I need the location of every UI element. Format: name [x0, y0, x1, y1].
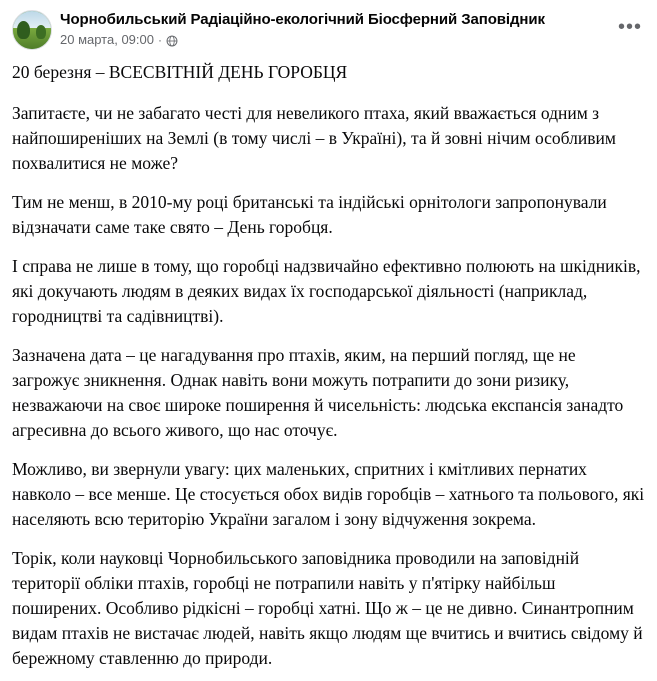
post-options-button[interactable]: •••	[617, 16, 642, 38]
post-paragraph: І справа не лише в тому, що горобці надзвичайно ефективно полюють на шкідників, які докучають людям в деяких видах їх господарської діяльності (наприклад, городництві та садівництві).	[12, 256, 641, 326]
post-paragraph-title: 20 березня – ВСЕСВІТНІЙ ДЕНЬ ГОРОБЦЯ	[12, 62, 348, 82]
post-paragraph: Можливо, ви звернули увагу: цих маленьких, спритних і кмітливих пернатих навколо – все менше. Це стосується обох видів горобців – хатнього та польового, які населяють всю територію України загалом і зону відчуження зокрема.	[12, 459, 645, 529]
post-paragraph: Тим не менш, в 2010-му році британські та індійські орнітологи запропонували відзначати саме таке свято – День горобця.	[12, 192, 607, 237]
post-header	[0, 0, 657, 54]
post-paragraph: Торік, коли науковці Чорнобильського заповідника проводили на заповідній території обліки птахів, горобці не потрапили навіть у п'ятірку найбільш поширених. Особливо рідкісні – горобці хатні. Що ж – це не дивно. Синантропним видам птахів не вистачає людей, навіть якщо людям ще вчитись и вчитись свідому й бережному ставленню до природи.	[12, 548, 643, 668]
avatar-tree-secondary-icon	[36, 25, 46, 39]
post-header-text	[60, 10, 645, 48]
avatar[interactable]	[12, 10, 52, 50]
post-timestamp[interactable]: 20 марта, 09:00	[60, 32, 154, 47]
post-text	[0, 54, 657, 681]
globe-icon[interactable]	[166, 35, 178, 47]
post-paragraph: Зазначена дата – це нагадування про птахів, яким, на перший погляд, ще не загрожує зникнення. Однак навіть вони можуть потрапити до зони ризику, незважаючи на своє широке поширення й чисельність: людська експансія занадто агресивна до всього живого, що нас оточує.	[12, 345, 624, 440]
meta-separator: ·	[157, 33, 162, 47]
post-meta	[60, 32, 645, 48]
page-name[interactable]: Чорнобильський Радіаційно-екологічний Біосферний Заповідник	[60, 11, 545, 28]
avatar-tree-icon	[17, 21, 30, 39]
post-paragraph: Запитаєте, чи не забагато честі для невеликого птаха, який вважається одним з найпоширеніших на Землі (в тому числі – в Україні), та й зовні нічим особливим похвалитися не може?	[12, 103, 616, 173]
